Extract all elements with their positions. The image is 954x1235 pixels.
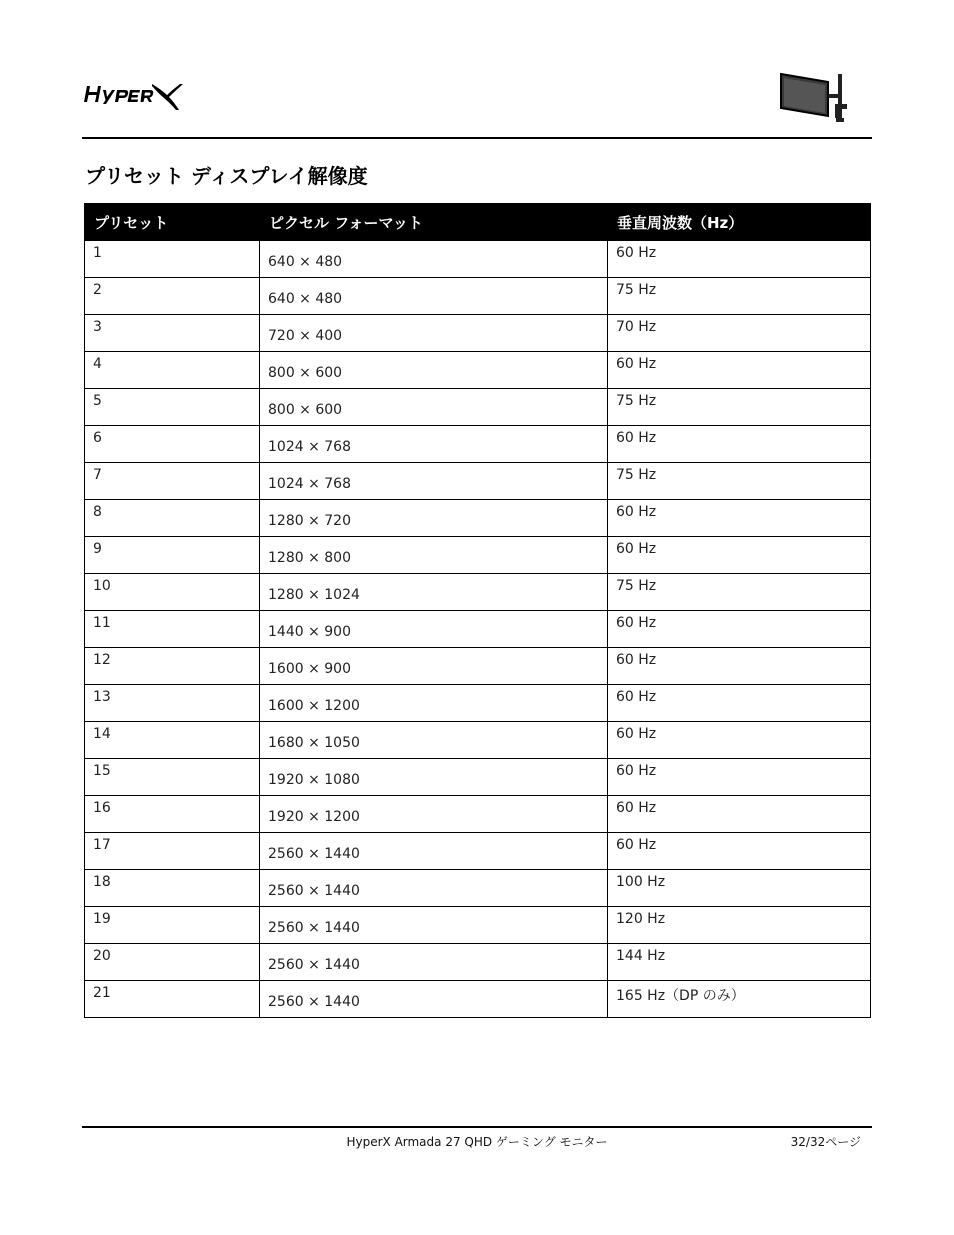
preset-resolution-table [84,203,871,1018]
column-header-refresh-rate: 垂直周波数（Hz） [608,204,871,241]
table-row [85,796,871,833]
cell-pixel-format: 2560 × 1440 [260,833,608,870]
cell-refresh-rate: 165 Hz（DP のみ） [608,981,871,1018]
cell-preset: 4 [85,352,260,389]
column-header-preset: プリセット [85,204,260,241]
header-divider [82,137,872,139]
cell-refresh-rate: 75 Hz [608,278,871,315]
cell-pixel-format: 1680 × 1050 [260,722,608,759]
cell-preset: 16 [85,796,260,833]
cell-pixel-format: 1600 × 900 [260,648,608,685]
cell-pixel-format: 720 × 400 [260,315,608,352]
cell-pixel-format: 2560 × 1440 [260,944,608,981]
table-row [85,870,871,907]
cell-refresh-rate: 60 Hz [608,648,871,685]
cell-preset: 9 [85,537,260,574]
cell-refresh-rate: 100 Hz [608,870,871,907]
cell-refresh-rate: 60 Hz [608,833,871,870]
cell-refresh-rate: 60 Hz [608,352,871,389]
cell-preset: 20 [85,944,260,981]
cell-preset: 14 [85,722,260,759]
page-title: プリセット ディスプレイ解像度 [85,164,368,188]
column-header-pixel-format: ピクセル フォーマット [260,204,608,241]
cell-refresh-rate: 60 Hz [608,241,871,278]
cell-refresh-rate: 60 Hz [608,426,871,463]
cell-refresh-rate: 60 Hz [608,611,871,648]
cell-preset: 5 [85,389,260,426]
cell-refresh-rate: 75 Hz [608,389,871,426]
cell-pixel-format: 1440 × 900 [260,611,608,648]
cell-preset: 13 [85,685,260,722]
footer-page-number: 32/32ページ [790,1135,861,1149]
cell-pixel-format: 1280 × 1024 [260,574,608,611]
table-row [85,315,871,352]
cell-preset: 8 [85,500,260,537]
cell-refresh-rate: 75 Hz [608,463,871,500]
cell-preset: 10 [85,574,260,611]
cell-preset: 6 [85,426,260,463]
table-row [85,352,871,389]
cell-preset: 11 [85,611,260,648]
cell-pixel-format: 1280 × 720 [260,500,608,537]
table-row [85,241,871,278]
table-row [85,981,871,1018]
cell-preset: 15 [85,759,260,796]
cell-refresh-rate: 60 Hz [608,500,871,537]
footer-product-name: HyperX Armada 27 QHD ゲーミング モニター [346,1135,608,1149]
cell-preset: 7 [85,463,260,500]
cell-preset: 1 [85,241,260,278]
cell-pixel-format: 1280 × 800 [260,537,608,574]
cell-refresh-rate: 60 Hz [608,537,871,574]
table-row [85,648,871,685]
table-row [85,685,871,722]
cell-pixel-format: 1920 × 1200 [260,796,608,833]
table-body [85,241,871,1018]
cell-pixel-format: 1920 × 1080 [260,759,608,796]
cell-pixel-format: 800 × 600 [260,389,608,426]
cell-preset: 2 [85,278,260,315]
table-row [85,944,871,981]
cell-refresh-rate: 60 Hz [608,722,871,759]
cell-pixel-format: 1024 × 768 [260,426,608,463]
table-row [85,389,871,426]
table-row [85,833,871,870]
monitor-arm-icon [778,70,854,126]
table-row [85,759,871,796]
cell-refresh-rate: 120 Hz [608,907,871,944]
table-row [85,722,871,759]
footer-divider [82,1126,872,1128]
cell-pixel-format: 640 × 480 [260,278,608,315]
cell-preset: 12 [85,648,260,685]
table-row [85,611,871,648]
cell-preset: 19 [85,907,260,944]
table-row [85,426,871,463]
cell-pixel-format: 800 × 600 [260,352,608,389]
cell-pixel-format: 2560 × 1440 [260,870,608,907]
cell-pixel-format: 2560 × 1440 [260,907,608,944]
cell-refresh-rate: 60 Hz [608,759,871,796]
hyperx-logo-icon [84,80,184,112]
cell-refresh-rate: 75 Hz [608,574,871,611]
cell-preset: 21 [85,981,260,1018]
table-header-row [85,204,871,241]
table-row [85,500,871,537]
cell-refresh-rate: 70 Hz [608,315,871,352]
cell-pixel-format: 1600 × 1200 [260,685,608,722]
cell-preset: 3 [85,315,260,352]
cell-pixel-format: 640 × 480 [260,241,608,278]
table-row [85,574,871,611]
table-row [85,463,871,500]
cell-pixel-format: 2560 × 1440 [260,981,608,1018]
table-row [85,537,871,574]
table-row [85,907,871,944]
cell-refresh-rate: 144 Hz [608,944,871,981]
cell-preset: 17 [85,833,260,870]
cell-refresh-rate: 60 Hz [608,685,871,722]
cell-refresh-rate: 60 Hz [608,796,871,833]
table-row [85,278,871,315]
cell-pixel-format: 1024 × 768 [260,463,608,500]
cell-preset: 18 [85,870,260,907]
